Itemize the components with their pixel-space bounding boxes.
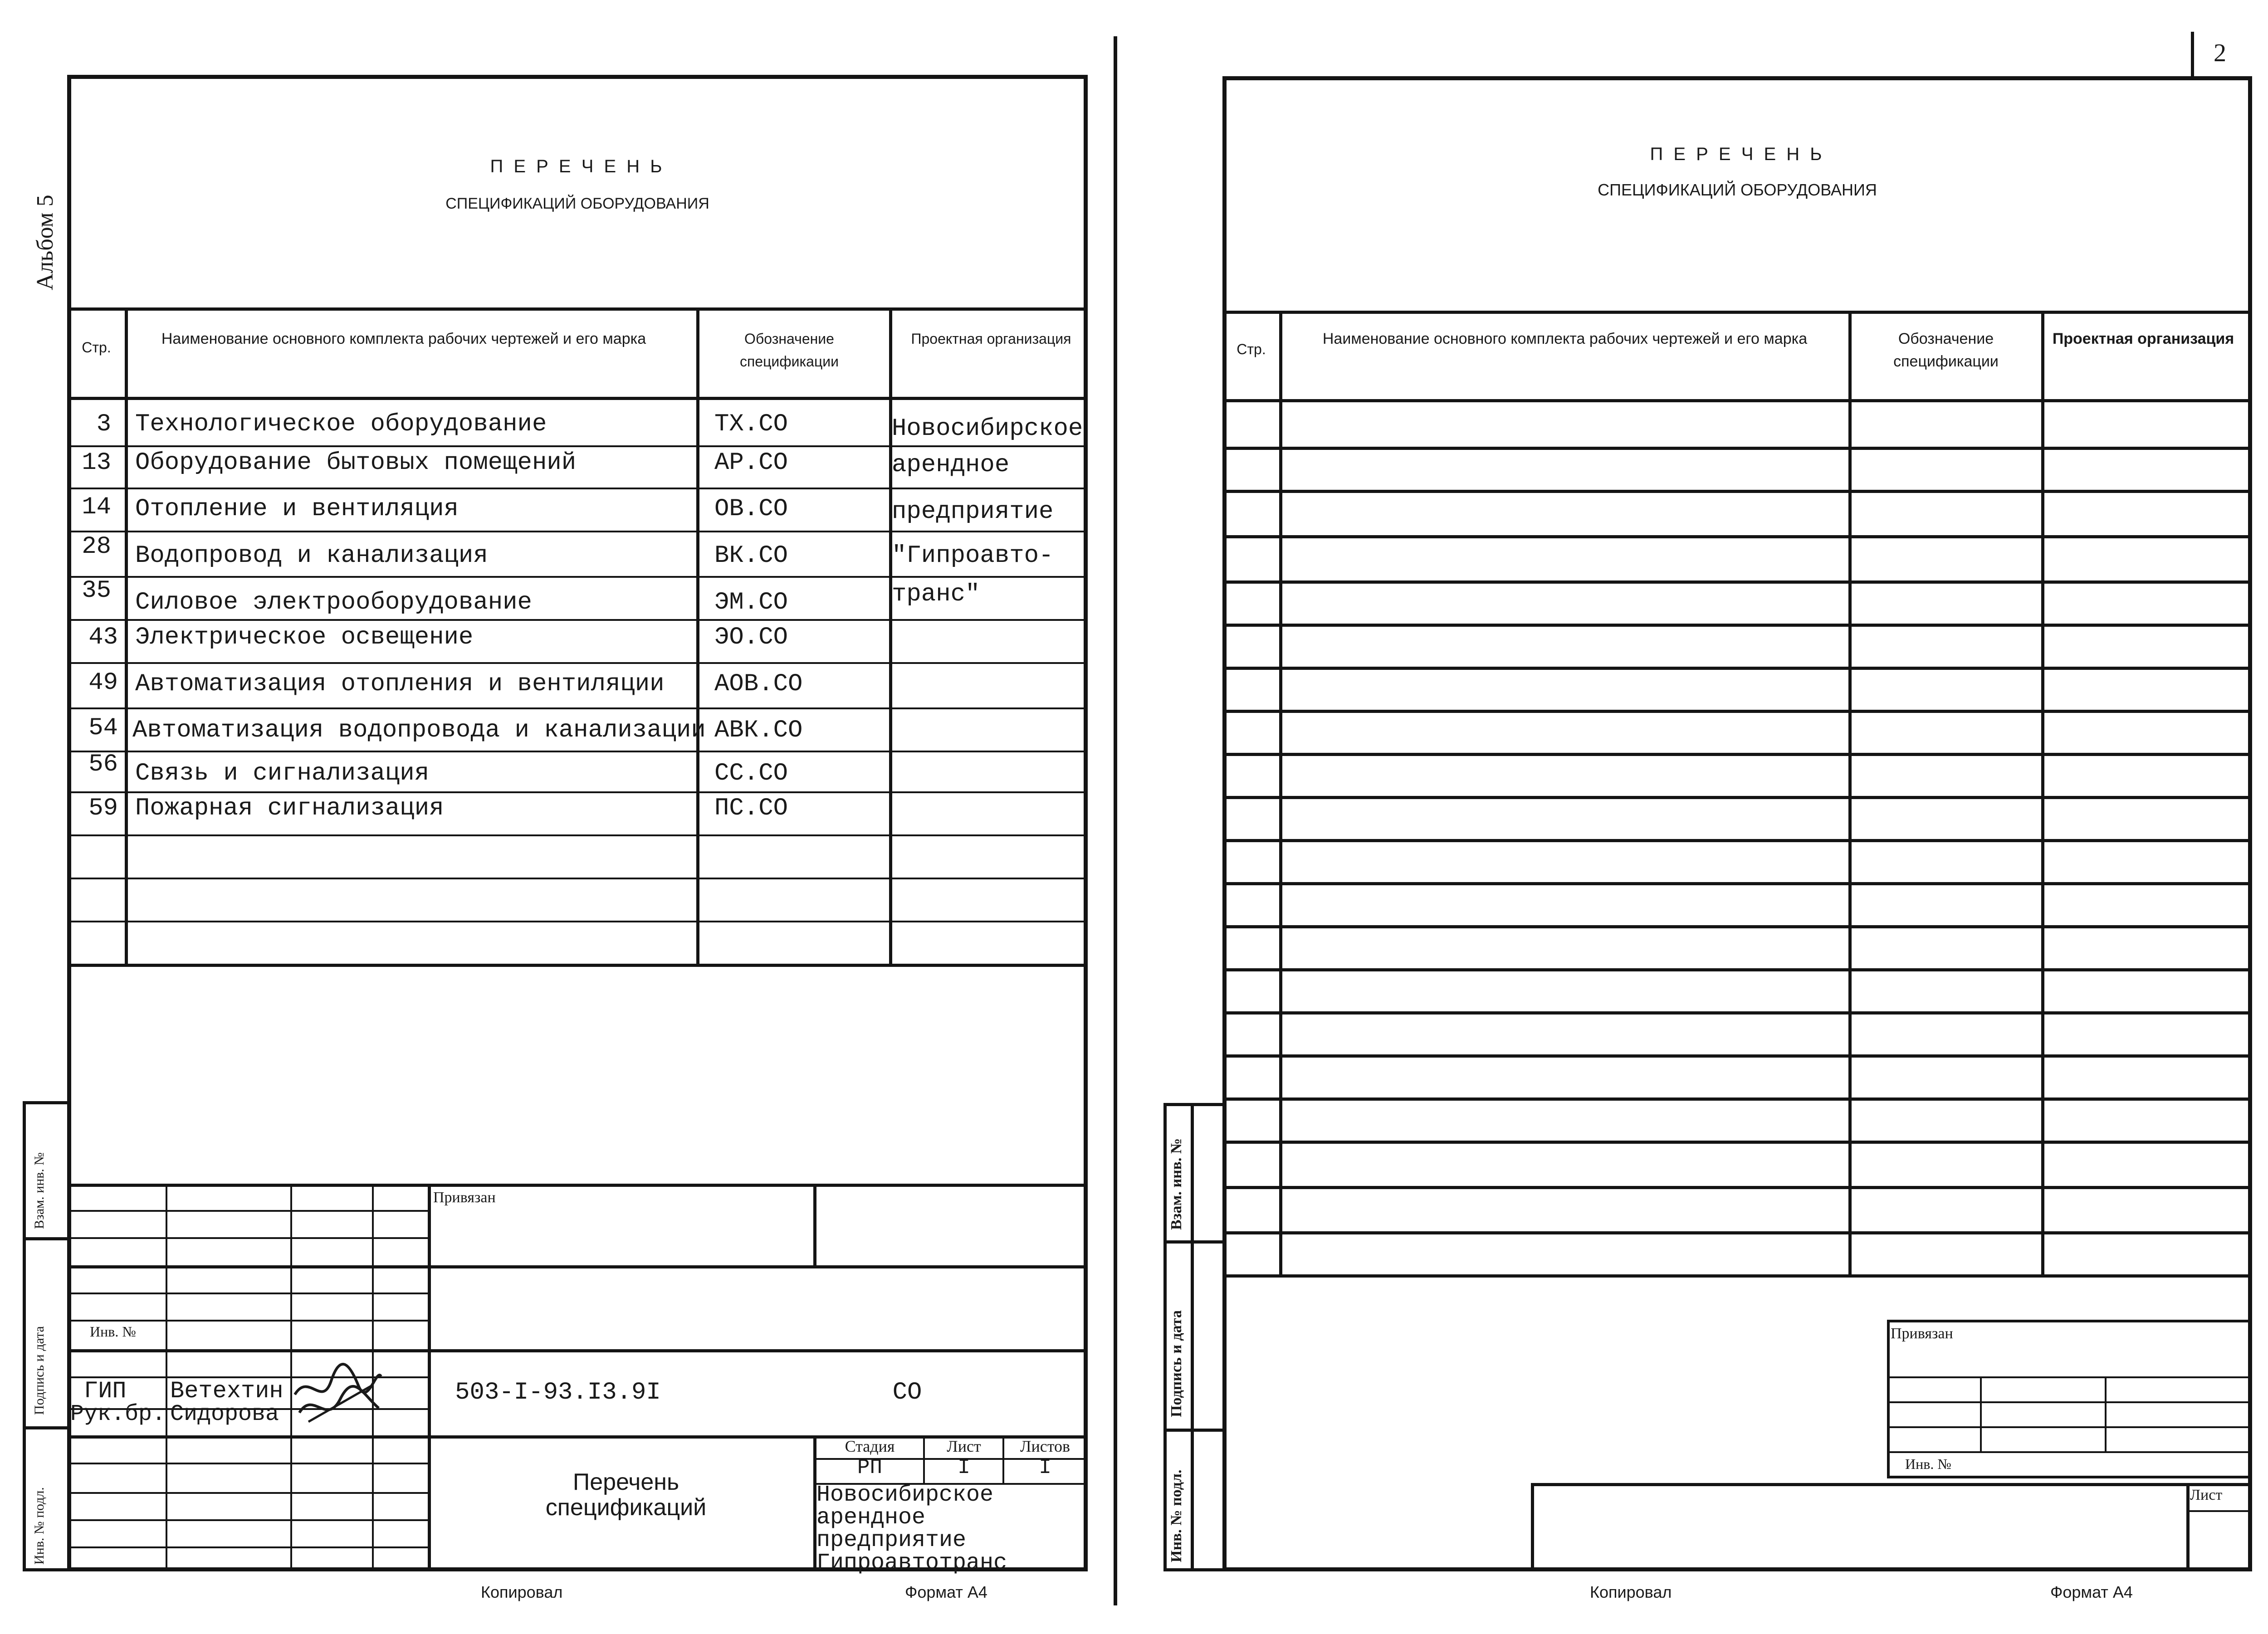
row-line <box>1222 1141 2252 1144</box>
side-divider <box>23 1237 70 1240</box>
stamp-line <box>67 1349 1088 1352</box>
row-page: 49 <box>88 669 118 697</box>
row-page: 13 <box>82 449 111 477</box>
side-divider <box>23 1426 70 1429</box>
row-line <box>1222 1054 2252 1058</box>
left-header-name: Наименование основного комплекта рабочих чертежей и его марка <box>161 330 646 347</box>
left-col-divider <box>696 307 699 965</box>
row-line <box>1222 839 2252 842</box>
stamp-sheet: I <box>958 1456 970 1479</box>
row-code: ЭМ.СО <box>714 589 788 616</box>
side-inv-no: Инв. № подл. <box>32 1487 47 1565</box>
row-line <box>67 445 1088 447</box>
stamp-grid-line <box>2186 1510 2252 1512</box>
row-code: ЭО.СО <box>714 624 788 651</box>
row-line <box>1222 1186 2252 1189</box>
row-page: 54 <box>88 714 118 742</box>
footer-copied: Копировал <box>481 1583 563 1601</box>
side-vzam-inv: Взам. инв. № <box>32 1152 47 1229</box>
stamp-grid-line <box>813 1435 816 1571</box>
row-line <box>1222 580 2252 584</box>
left-header-bottom-line <box>67 397 1088 400</box>
org-line: арендное <box>892 451 1010 479</box>
row-page: 43 <box>88 624 118 651</box>
left-title: П Е Р Е Ч Е Н Ь <box>490 156 665 176</box>
left-header-code: Обозначение спецификации <box>739 331 839 370</box>
stamp-sheets: I <box>1039 1456 1051 1479</box>
left-subtitle: СПЕЦИФИКАЦИЙ ОБОРУДОВАНИЯ <box>445 195 709 212</box>
row-line <box>1222 1097 2252 1101</box>
row-name: Отопление и вентиляция <box>135 495 459 523</box>
row-name: Оборудование бытовых помещений <box>135 449 577 477</box>
row-line <box>1222 624 2252 627</box>
row-name: Связь и сигнализация <box>135 760 430 787</box>
row-line <box>1222 796 2252 799</box>
left-col-divider <box>125 307 128 965</box>
stamp-sheet-label: Лист <box>947 1437 981 1455</box>
row-code: АОВ.СО <box>714 670 803 698</box>
side-vzam-inv: Взам. инв. № <box>1168 1138 1185 1230</box>
stamp-grid-line <box>428 1184 431 1571</box>
row-line <box>67 662 1088 664</box>
stamp-privyazan: Привязан <box>433 1189 496 1206</box>
row-line <box>1222 753 2252 756</box>
footer-copied: Копировал <box>1590 1583 1672 1601</box>
right-stamp-box <box>1887 1320 2252 1478</box>
row-name: Пожарная сигнализация <box>135 795 444 822</box>
side-divider <box>1163 1240 1226 1244</box>
row-line <box>1222 710 2252 713</box>
row-name: Автоматизация водопровода и канализации <box>132 717 706 744</box>
stamp-line <box>67 1265 1088 1268</box>
row-code: ОВ.СО <box>714 495 788 523</box>
row-code: ТХ.СО <box>714 410 788 438</box>
row-line <box>67 488 1088 489</box>
stamp-line <box>67 1184 1088 1187</box>
right-header-code: Обозначение спецификации <box>1893 330 1999 370</box>
row-page: 28 <box>82 533 111 561</box>
stamp-inv-no: Инв. № <box>90 1323 136 1340</box>
right-col-divider <box>1848 311 1852 1277</box>
stamp-grid-line <box>1887 1401 2252 1403</box>
left-col-divider <box>889 307 892 965</box>
row-line <box>1222 882 2252 885</box>
stamp-grid-line <box>2186 1483 2190 1571</box>
right-header-bottom-line <box>1222 399 2252 402</box>
stamp-inv-no: Инв. № <box>1905 1456 1951 1472</box>
row-line <box>67 921 1088 922</box>
row-line <box>1222 667 2252 670</box>
stamp-sheets-label: Листов <box>1020 1437 1070 1455</box>
right-title: П Е Р Е Ч Е Н Ь <box>1650 144 1825 164</box>
right-table-bottom-line <box>1222 1274 2252 1278</box>
row-code: ПС.СО <box>714 795 788 822</box>
side-divider <box>1191 1103 1194 1571</box>
stamp-doc-mark: СО <box>892 1379 922 1406</box>
row-code: ВК.СО <box>714 542 788 570</box>
stamp-stage: РП <box>857 1456 883 1479</box>
row-name: Электрическое освещение <box>135 624 474 651</box>
right-col-divider <box>2041 311 2044 1277</box>
right-header-org: Проектная организация <box>2052 330 2234 347</box>
row-page: 14 <box>82 493 111 521</box>
side-divider <box>1163 1429 1226 1432</box>
side-sign-date: Подпись и дата <box>1168 1310 1185 1417</box>
row-name: Водопровод и канализация <box>135 542 488 570</box>
row-code: АР.СО <box>714 449 788 477</box>
left-table-top-line <box>67 307 1088 311</box>
left-header-page: Стр. <box>82 339 111 356</box>
stamp-stage-label: Стадия <box>845 1437 895 1455</box>
stamp-doc-code: 503-I-93.I3.9I <box>455 1379 661 1406</box>
stamp-grid-line <box>813 1184 816 1265</box>
stamp-gip-role: ГИП <box>84 1378 127 1405</box>
row-page: 59 <box>88 795 118 822</box>
row-line <box>1222 490 2252 493</box>
stamp-privyazan: Привязан <box>1891 1325 1953 1342</box>
stamp-grid-line <box>1887 1376 2252 1378</box>
stamp-grid-line <box>1887 1451 2252 1453</box>
right-table-top-line <box>1222 311 2252 314</box>
left-table-bottom-line <box>67 964 1088 967</box>
footer-format: Формат А4 <box>2050 1583 2133 1601</box>
page-fold-line <box>1114 36 1117 1605</box>
right-bottom-block <box>1531 1483 2252 1571</box>
left-header-org: Проектная организация <box>911 331 1071 347</box>
row-page: 56 <box>88 751 118 778</box>
org-line: предприятие <box>892 498 1054 526</box>
stamp-grid-line <box>1980 1376 1982 1451</box>
page-number-box <box>2191 32 2194 79</box>
row-line <box>67 619 1088 621</box>
row-line <box>1222 447 2252 450</box>
row-line <box>67 791 1088 793</box>
row-line <box>1222 968 2252 971</box>
stamp-grid-line <box>166 1184 167 1571</box>
right-col-divider <box>1279 311 1282 1277</box>
org-line: "Гипроавто- <box>892 542 1054 570</box>
row-line <box>1222 535 2252 538</box>
row-line <box>67 531 1088 532</box>
row-line <box>67 707 1088 709</box>
page-number: 2 <box>2214 39 2226 67</box>
row-line <box>1222 1231 2252 1234</box>
stamp-doc-title: Перечень спецификаций <box>545 1469 707 1521</box>
stamp-grid-line <box>1887 1426 2252 1428</box>
album-label: Альбом 5 <box>32 195 58 290</box>
stamp-grid-line <box>923 1435 925 1483</box>
footer-format: Формат А4 <box>905 1583 987 1601</box>
right-subtitle: СПЕЦИФИКАЦИЙ ОБОРУДОВАНИЯ <box>1598 180 1877 199</box>
row-code: СС.СО <box>714 760 788 787</box>
org-line: Новосибирское <box>892 415 1083 443</box>
stamp-rukbr-role: Рук.бр. <box>70 1401 166 1427</box>
signature-icon <box>290 1354 386 1431</box>
stamp-org: Новосибирское арендное предприятие Гипроавтотранс <box>816 1482 1007 1576</box>
row-name: Силовое электрооборудование <box>135 589 532 616</box>
side-sign-date: Подпись и дата <box>32 1326 47 1415</box>
stamp-rukbr-name: Сидорова <box>170 1401 279 1427</box>
right-header-page: Стр. <box>1237 341 1266 357</box>
row-line <box>1222 1011 2252 1015</box>
row-line <box>67 878 1088 879</box>
stamp-grid-line <box>2105 1376 2107 1451</box>
stamp-gip-name: Ветехтин <box>170 1378 284 1405</box>
row-name: Автоматизация отопления и вентиляции <box>135 670 665 698</box>
row-code: АВК.СО <box>714 717 803 744</box>
row-line <box>67 834 1088 836</box>
row-line <box>67 576 1088 578</box>
left-frame <box>67 75 1088 1571</box>
row-line <box>67 751 1088 752</box>
row-page: 35 <box>82 577 111 605</box>
side-inv-no: Инв. № подл. <box>1168 1469 1185 1562</box>
stamp-sheet-label: Лист <box>2190 1487 2223 1503</box>
org-line: транс" <box>892 580 980 608</box>
row-name: Технологическое оборудование <box>135 410 547 438</box>
right-header-name: Наименование основного комплекта рабочих чертежей и его марка <box>1322 330 1808 347</box>
row-line <box>1222 925 2252 928</box>
row-page: 3 <box>96 410 111 438</box>
